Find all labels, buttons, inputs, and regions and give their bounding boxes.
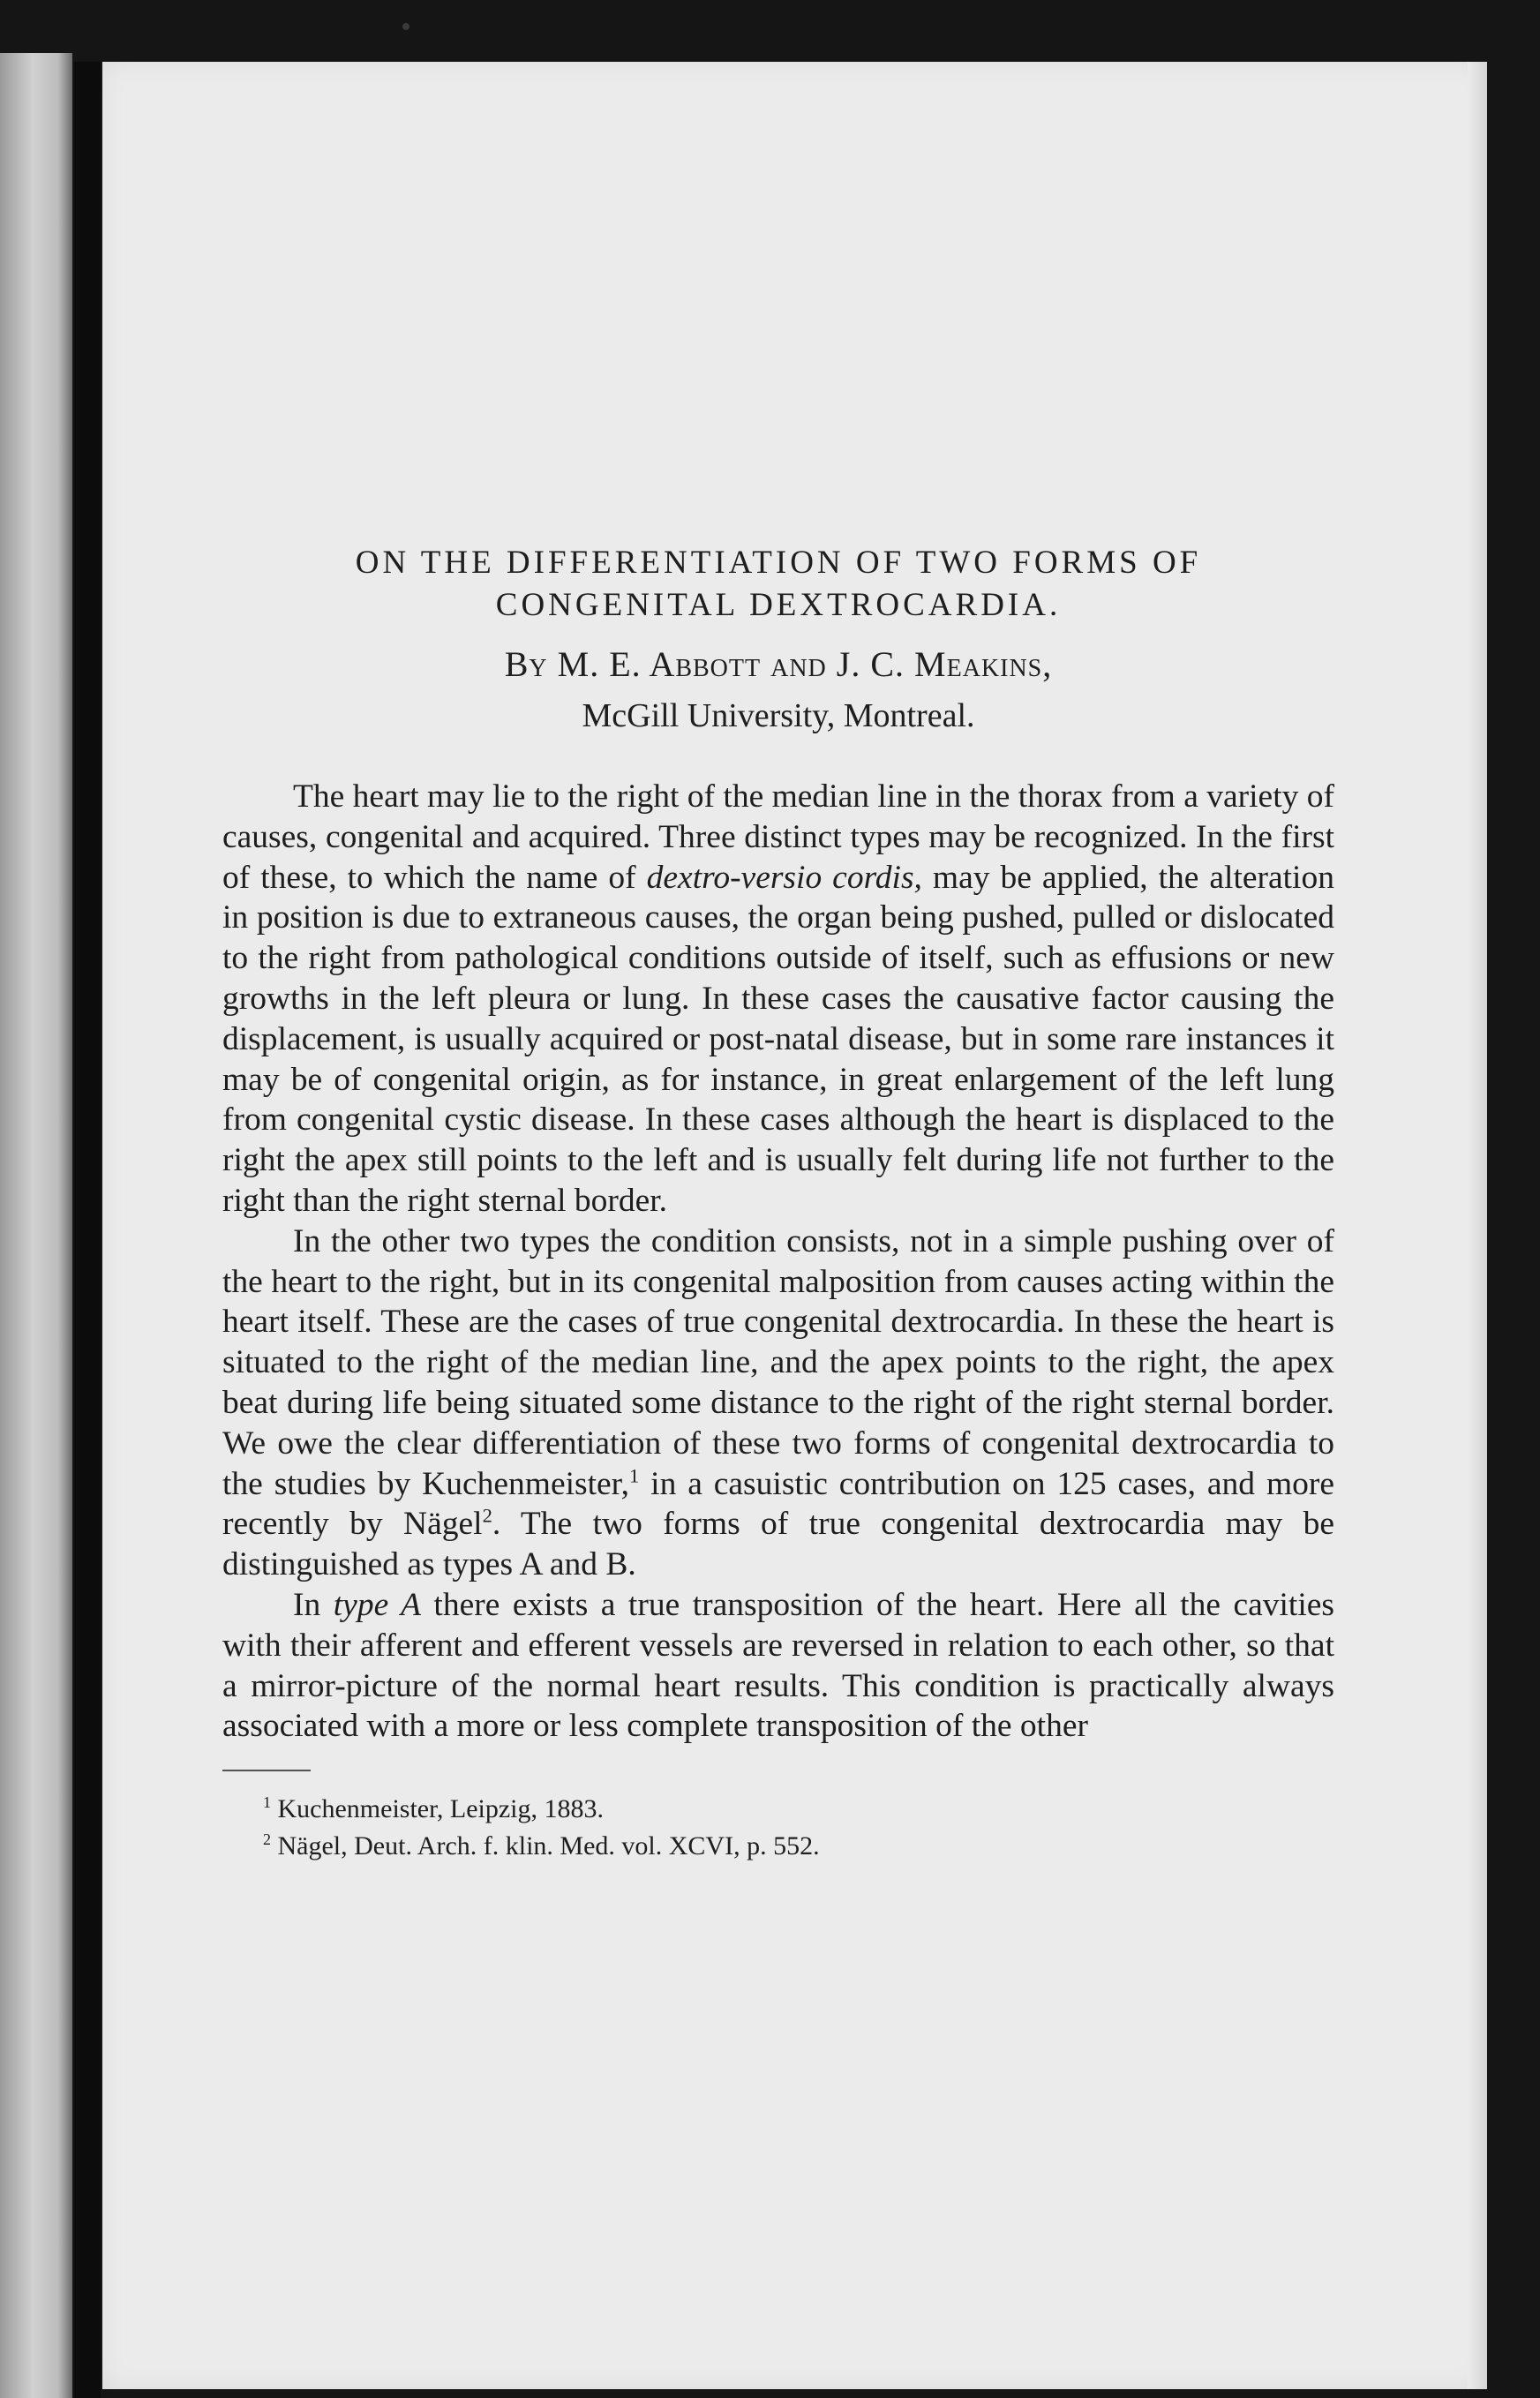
paragraph-1: The heart may lie to the right of the median line in the thorax from a variety of causes, congenital and acquired. Three distinct types may be recognized. In the first of these, to which the name of dextro-versio cordis, may be applied, the alteration in position is due to extraneous causes, the organ being pushed, pulled or dislocated to the right from pathological conditions outside of itself, such as effusions or new growths in the left pleura or lung. In these cases the causative factor causing the displacement, is usually acquired or post-natal disease, but in some rare instances it may be of congenital origin, as for instance, in great enlargement of the left lung from congenital cystic disease. In these cases although the heart is displaced to the right the apex still points to the left and is usually felt during life not further to the right than the right sternal border. — [222, 778, 1334, 1219]
paragraph-3: In type A there exists a true transposition of the heart. Here all the cavities with their afferent and efferent vessels are reversed in relation to each other, so that a mirror-picture of the normal heart results. This condition is practically always associated with a more or less complete transposition of the other — [222, 1586, 1335, 1745]
footnote-2: $^2$ Nägel, Deut. Arch. f. klin. Med. vol. XCVI, p. 552. — [263, 1830, 820, 1861]
term-type-a: type A — [333, 1586, 421, 1623]
article-byline: By M. E. Abbott and J. C. Meakins, — [504, 644, 1053, 684]
article-title — [222, 542, 1334, 627]
title-line-1: ON THE DIFFERENTIATION OF TWO FORMS OF — [355, 545, 1202, 581]
page-right-edge — [1468, 62, 1487, 2389]
term-dextro-versio: dextro-versio cordis, — [646, 859, 922, 896]
footnote-1: $^1$ Kuchenmeister, Leipzig, 1883. — [263, 1793, 605, 1824]
article-content — [222, 480, 1334, 1865]
title-line-2: CONGENITAL DEXTROCARDIA. — [495, 587, 1062, 623]
paragraph-2: In the other two types the condition consists, not in a simple pushing over of the heart to the right, but in its congenital malposition from causes acting within the heart itself. These are the cases of true congenital dextrocardia. In these the heart is situated to the right of the median line, and the apex points to the right, the apex beat during life being situated some distance to the right of the right sternal border. We owe the clear differentiation of these two forms of congenital dextrocardia to the studies by Kuchenmeister,$^1$ in a casuistic contribution on 125 cases, and more recently by Nägel$^2$. The two forms of true congenital dextrocardia may be distinguished as types A and B. — [222, 1222, 1335, 1583]
footnotes — [222, 1791, 1334, 1865]
previous-page-edge — [0, 53, 72, 2398]
document-page — [102, 62, 1487, 2389]
scan-speck — [402, 23, 409, 30]
article-affiliation: McGill University, Montreal. — [582, 697, 975, 734]
footnote-ref-1: 1 — [629, 1464, 640, 1487]
footnote-divider — [222, 1770, 311, 1771]
binding-gutter — [74, 62, 101, 2398]
footnote-ref-2: 2 — [482, 1504, 492, 1527]
article-body — [222, 777, 1334, 1747]
